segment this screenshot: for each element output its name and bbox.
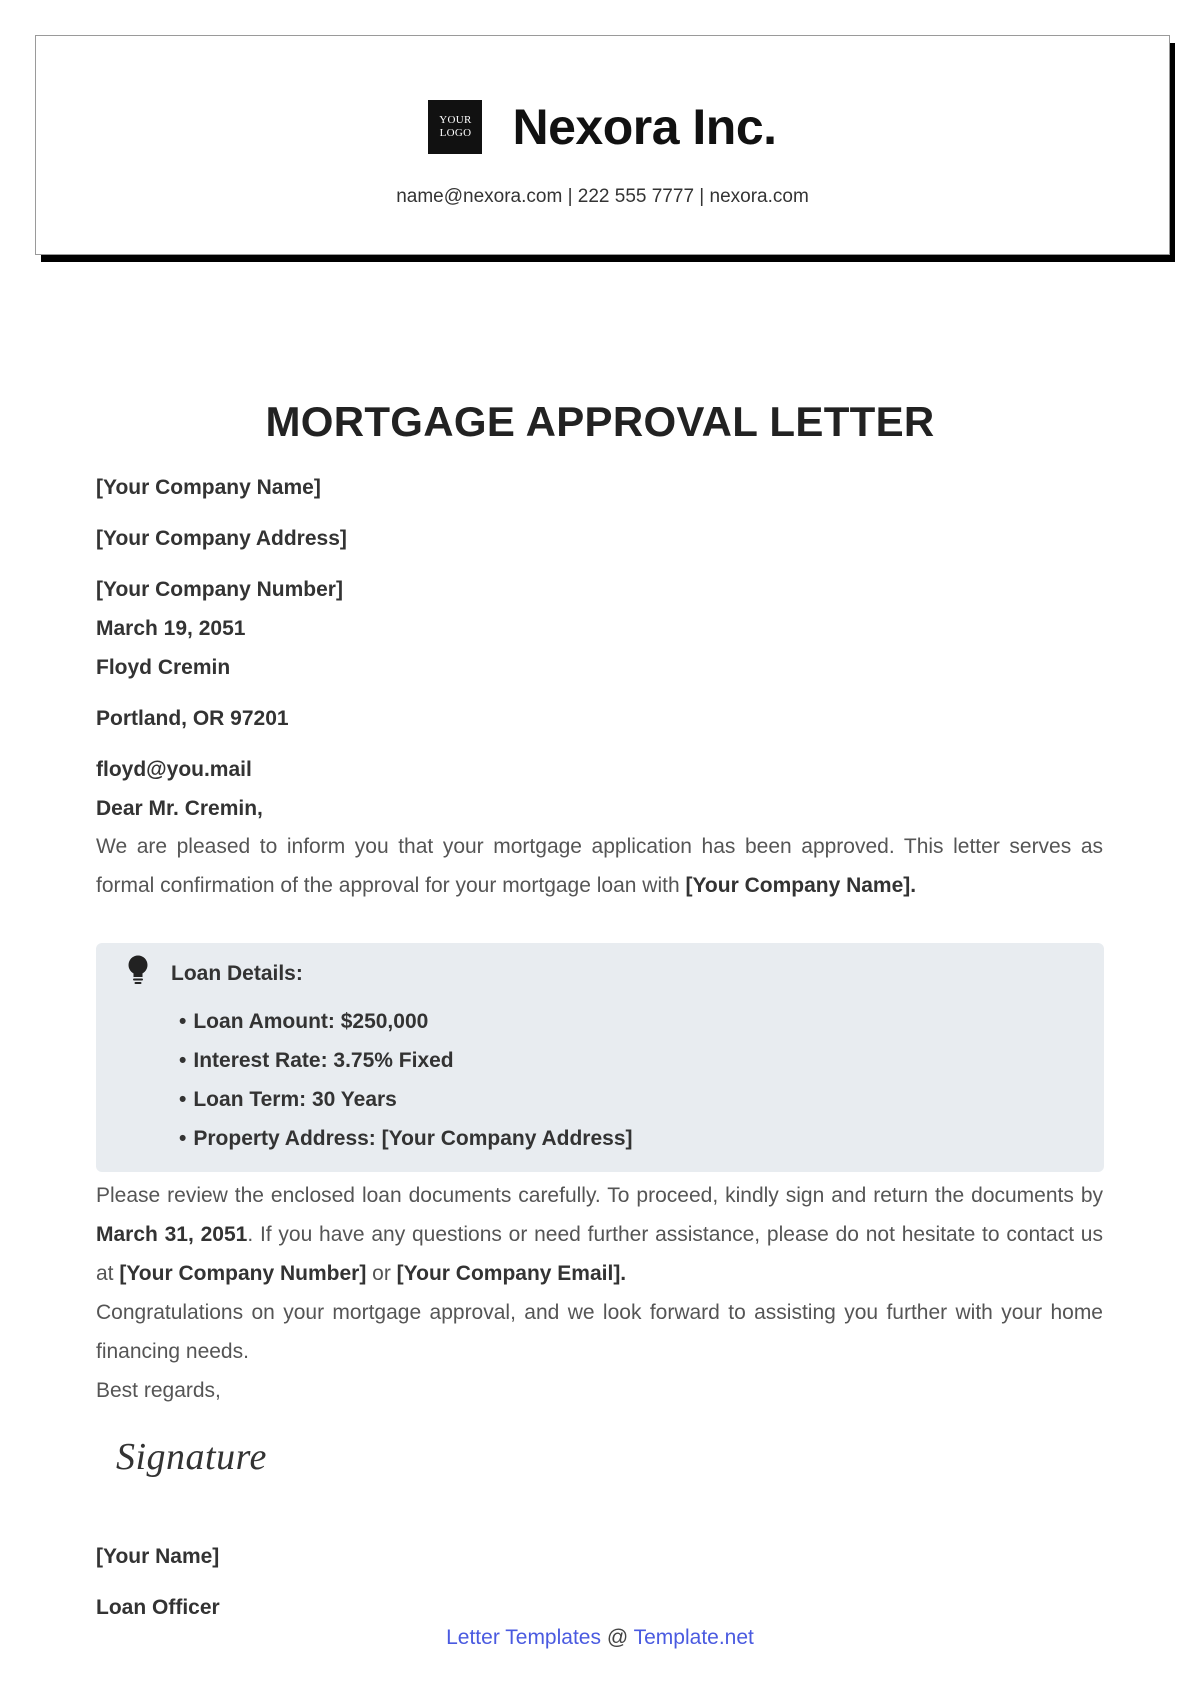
- interest-rate-item: • Interest Rate: 3.75% Fixed: [179, 1041, 633, 1080]
- lightbulb-icon: [127, 955, 149, 985]
- review-text-2: . If you have any questions or need further assistance, please do not hesitate to contact us at: [96, 1223, 1103, 1285]
- recipient-name: Floyd Cremin: [96, 656, 231, 679]
- review-paragraph: [96, 1176, 1103, 1293]
- company-name: Nexora Inc.: [512, 99, 777, 155]
- salutation: Dear Mr. Cremin,: [96, 797, 263, 820]
- logo-text-top: YOUR: [439, 114, 472, 126]
- signature: Signature: [116, 1436, 267, 1478]
- recipient-address: Portland, OR 97201: [96, 707, 289, 730]
- sign-off: Best regards,: [96, 1379, 221, 1402]
- contact-line: name@nexora.com | 222 555 7777 | nexora.com: [396, 186, 809, 207]
- property-address-item: • Property Address: [Your Company Address]: [179, 1119, 633, 1158]
- signer-title: Loan Officer: [96, 1596, 220, 1619]
- company-logo: [428, 100, 482, 154]
- letterhead: [35, 35, 1170, 255]
- intro-paragraph: [96, 827, 1103, 905]
- review-text-1: Please review the enclosed loan documents carefully. To proceed, kindly sign and return the documents by: [96, 1184, 1103, 1207]
- intro-company-placeholder: [Your Company Name].: [685, 874, 917, 897]
- footer-link-letter-templates[interactable]: Letter Templates: [446, 1626, 601, 1649]
- letter-title: MORTGAGE APPROVAL LETTER: [265, 398, 935, 445]
- sender-company-address: [Your Company Address]: [96, 527, 347, 550]
- loan-amount-item: • Loan Amount: $250,000: [179, 1002, 633, 1041]
- loan-term-item: • Loan Term: 30 Years: [179, 1080, 633, 1119]
- review-contact-email: [Your Company Email].: [396, 1262, 627, 1285]
- logo-text-bottom: LOGO: [439, 127, 472, 139]
- footer-link-template-net[interactable]: Template.net: [633, 1626, 754, 1649]
- sender-company-number: [Your Company Number]: [96, 578, 343, 601]
- loan-details-heading: Loan Details:: [171, 962, 303, 985]
- review-text-3: or: [366, 1262, 397, 1285]
- letter-date: March 19, 2051: [96, 617, 246, 640]
- footer-credit: [0, 1626, 1200, 1650]
- review-deadline: March 31, 2051: [96, 1223, 248, 1246]
- brand-row: [36, 98, 1169, 156]
- loan-details-callout: [96, 943, 1104, 1172]
- closing-paragraph: Congratulations on your mortgage approval, and we look forward to assisting you further with your home financing needs.: [96, 1301, 1103, 1363]
- intro-text: We are pleased to inform you that your mortgage application has been approved. This letter serves as formal confirmation of the approval for your mortgage loan with: [96, 835, 1103, 897]
- footer-separator: @: [606, 1626, 629, 1649]
- recipient-email: floyd@you.mail: [96, 758, 252, 781]
- review-contact-number: [Your Company Number]: [119, 1262, 367, 1285]
- signer-name: [Your Name]: [96, 1545, 220, 1568]
- loan-details-list: [179, 1002, 633, 1158]
- sender-company-name: [Your Company Name]: [96, 476, 321, 499]
